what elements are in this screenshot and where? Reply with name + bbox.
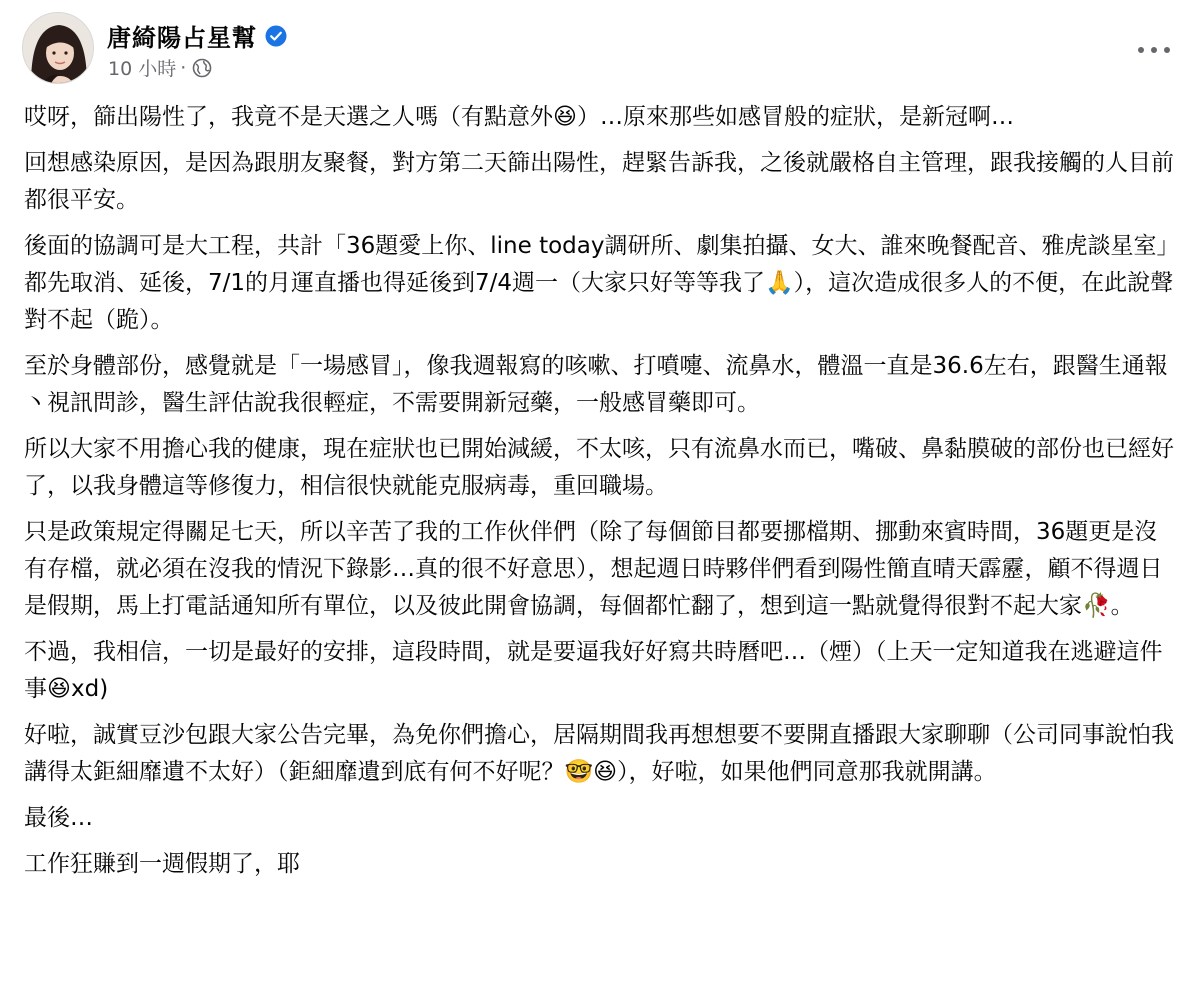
avatar[interactable] xyxy=(22,12,94,84)
post-header xyxy=(22,12,1178,86)
post-paragraph: 所以大家不用擔心我的健康，現在症狀也已開始減緩，不太咳，只有流鼻水而已，嘴破、鼻黏膜破的部份也已經好了，以我身體這等修復力，相信很快就能克服病毒，重回職場。 xyxy=(24,436,1174,499)
more-options-button[interactable] xyxy=(1132,38,1176,62)
post-paragraph: 只是政策規定得關足七天，所以辛苦了我的工作伙伴們（除了每個節目都要挪檔期、挪動來賓時間，36題更是沒有存檔，就必須在沒我的情況下錄影…真的很不好意思），想起週日時夥伴們看到陽性簡直晴天霹靂，顧不得週日是假期，馬上打電話通知所有單位，以及彼此開會協調，每個都忙翻了，想到這一點就覺得很對不起大家🥀。 xyxy=(24,519,1163,619)
post-paragraph: 後面的協調可是大工程，共計「36題愛上你、line today調研所、劇集拍攝、女大、誰來晚餐配音、雅虎談星室」都先取消、延後，7/1的月運直播也得延後到7/4週一（大家只好等等我了🙏），這次造成很多人的不便，在此說聲對不起（跪）。 xyxy=(24,233,1180,333)
post-paragraph: 哎呀，篩出陽性了，我竟不是天選之人嗎（有點意外😆）…原來那些如感冒般的症狀，是新冠啊… xyxy=(24,104,1014,130)
author-row xyxy=(107,18,287,53)
meta-separator: · xyxy=(180,56,187,79)
verified-badge-icon xyxy=(265,25,287,47)
globe-icon[interactable] xyxy=(192,58,212,78)
post-paragraph: 至於身體部份，感覺就是「一場感冒」，像我週報寫的咳嗽、打噴嚏、流鼻水，體溫一直是36.6左右，跟醫生通報丶視訊問診，醫生評估說我很輕症，不需要開新冠藥，一般感冒藥即可。 xyxy=(24,353,1168,416)
more-options-icon xyxy=(1138,47,1144,53)
post-meta xyxy=(108,54,212,81)
post-paragraph: 工作狂賺到一週假期了，耶 xyxy=(24,851,300,877)
post-paragraph: 最後… xyxy=(24,805,93,831)
post-paragraph: 不過，我相信，一切是最好的安排，這段時間，就是要逼我好好寫共時曆吧…（煙）（上天一定知道我在逃避這件事😆xd) xyxy=(24,639,1163,702)
profile-photo-icon xyxy=(23,13,94,84)
more-options-icon xyxy=(1151,47,1157,53)
post-paragraph: 好啦，誠實豆沙包跟大家公告完畢，為免你們擔心，居隔期間我再想想要不要開直播跟大家聊聊（公司同事說怕我講得太鉅細靡遺不太好）（鉅細靡遺到底有何不好呢？🤓😆），好啦，如果他們同意那我就開講。 xyxy=(24,722,1174,785)
post-paragraph: 回想感染原因，是因為跟朋友聚餐，對方第二天篩出陽性，趕緊告訴我，之後就嚴格自主管理，跟我接觸的人目前都很平安。 xyxy=(24,150,1174,213)
post-body xyxy=(24,99,1180,892)
author-name[interactable]: 唐綺陽占星幫 xyxy=(107,24,257,52)
post-timestamp[interactable]: 10 小時 xyxy=(108,58,177,80)
more-options-icon xyxy=(1164,47,1170,53)
